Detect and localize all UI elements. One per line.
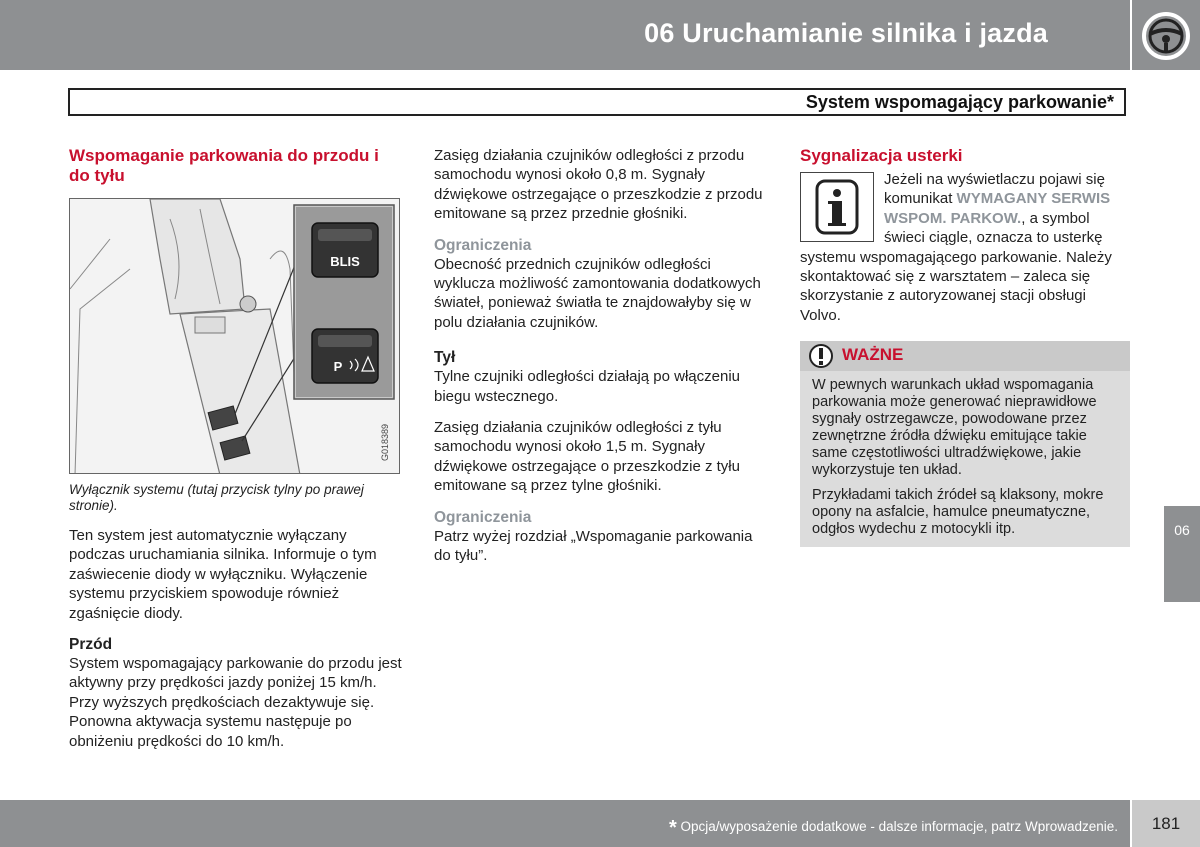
section-heading-parking-assist: Wspomaganie parkowania do przodu i do tyłu [69, 146, 379, 185]
park-button-label: P [333, 359, 343, 374]
warning-paragraph-2: Przykładami takich źródeł są klaksony, mokre opony na asfalcie, hamulce pneumatyczne, odgłos wydechu z motocykli itp. [812, 487, 1104, 537]
exclamation-icon [806, 342, 836, 372]
header-bar [0, 0, 1130, 70]
column-1 [69, 146, 404, 763]
warning-box [800, 341, 1130, 547]
front-range-paragraph: Zasięg działania czujników odległości z przodu samochodu wynosi około 0,8 m. Sygnały dźwiękowe ostrzegające o przeszkodzie z przodu emitowane są przez przednie głośniki. [434, 147, 763, 223]
warning-paragraph-1: W pewnych warunkach układ wspomagania parkowania może generować nieprawidłowe sygnały ostrzegawcze, powodowane przez zewnętrzne źródła dźwięku emitujące takie same częstotliwości ultradźwiękowe, jakie wykorzystuje ten układ. [812, 377, 1097, 478]
page-number: 181 [1151, 814, 1181, 833]
blis-button-label: BLIS [330, 254, 360, 269]
limitations-rear-paragraph: Patrz wyżej rozdział „Wspomaganie parkowania do tyłu”. [434, 527, 753, 565]
column-3 [800, 146, 1130, 337]
fault-text-after: , a symbol świeci ciągle, oznacza to usterkę systemu wspomagającego parkowanie. Należy skontaktować się z warsztatem – zaleca się skorzystanie z autoryzowanej stacji obsługi Volvo. [800, 209, 1112, 324]
section-title-bar [68, 88, 1126, 116]
fault-heading: Sygnalizacja usterki [800, 146, 963, 165]
figure-code: G018389 [380, 423, 390, 461]
limitations-front-paragraph: Obecność przednich czujników odległości wyklucza możliwość zamontowania dodatkowych świateł, ponieważ światła te znajdowałyby się w polu działania czujników. [434, 255, 761, 331]
steering-wheel-icon [1132, 0, 1200, 70]
intro-paragraph: Ten system jest automatycznie wyłączany podczas uruchamiania silnika. Informuje o tym zaświecenie diody w wyłączniku. Wyłączenie systemu przyciskiem spowoduje również zgaśnięcie diody. [69, 527, 377, 622]
rear-heading: Tył [434, 349, 456, 367]
column-2 [434, 146, 769, 578]
limitations-heading-front: Ograniczenia [434, 236, 532, 254]
chapter-title: 06 Uruchamianie silnika i jazda [644, 18, 1048, 48]
front-heading: Przód [69, 636, 113, 654]
chapter-icon-box [1132, 0, 1200, 70]
fault-text-before: Jeżeli na wyświetlaczu pojawi się komunikat [884, 171, 1105, 208]
service-message: WYMAGANY SERWIS WSPOM. PARKOW. [884, 190, 1111, 227]
warning-header [800, 341, 1130, 371]
console-illustration [70, 199, 400, 474]
footer-bar [0, 800, 1130, 847]
warning-body [800, 371, 1130, 538]
footnote [669, 817, 1118, 840]
rear-paragraph-2: Zasięg działania czujników odległości z tyłu samochodu wynosi około 1,5 m. Sygnały dźwiękowe ostrzegające o przeszkodzie z tyłu emitowane są przez tylne głośniki. [434, 419, 740, 495]
limitations-heading-rear: Ograniczenia [434, 508, 532, 526]
chapter-side-tab [1164, 506, 1200, 602]
info-icon [800, 172, 874, 242]
parking-switch-figure [69, 198, 400, 474]
chapter-tab-label: 06 [1174, 522, 1190, 538]
warning-title: WAŻNE [842, 345, 904, 364]
footnote-text: Opcja/wyposażenie dodatkowe - dalsze informacje, patrz Wprowadzenie. [680, 819, 1118, 834]
footnote-star: * [668, 817, 677, 839]
figure-caption: Wyłącznik systemu (tutaj przycisk tylny po prawej stronie). [69, 482, 364, 513]
section-title: System wspomagający parkowanie* [805, 92, 1114, 112]
front-paragraph: System wspomagający parkowanie do przodu jest aktywny przy prędkości jazdy poniżej 15 km/h. Przy wyższych prędkościach dezaktywuje się. Ponowna aktywacja systemu następuje po obniżeniu prędkości do 10 km/h. [69, 655, 402, 750]
page-number-box [1132, 800, 1200, 847]
rear-paragraph-1: Tylne czujniki odległości działają po włączeniu biegu wstecznego. [434, 368, 740, 405]
